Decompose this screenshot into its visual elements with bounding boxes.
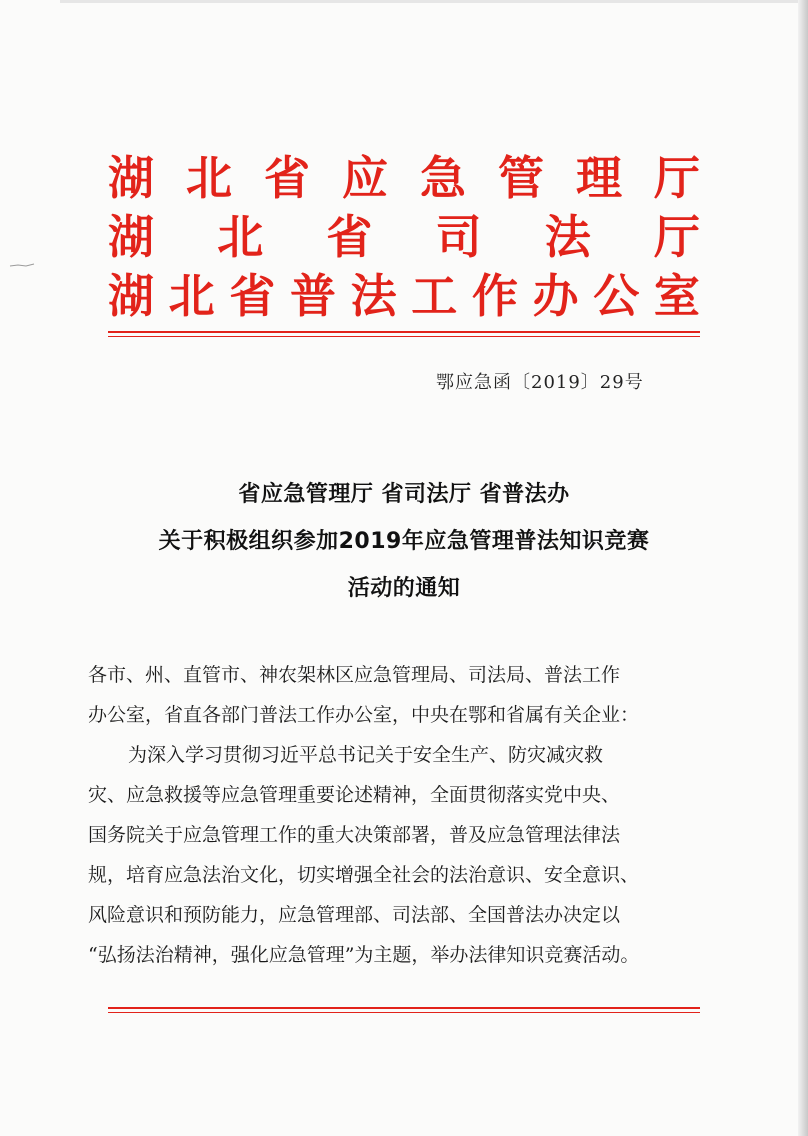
body-paragraph-line: “弘扬法治精神，强化应急管理”为主题，举办法律知识竞赛活动。: [88, 944, 640, 966]
body-paragraph-line: 灾、应急救援等应急管理重要论述精神，全面贯彻落实党中央、: [88, 784, 621, 806]
header-char: 作: [471, 269, 518, 323]
header-char: 省: [326, 210, 373, 264]
header-red-rule-thin: [108, 336, 700, 337]
header-char: 普: [289, 269, 336, 323]
body-paragraph-line: 风险意识和预防能力，应急管理部、司法部、全国普法办决定以: [88, 904, 621, 926]
header-char: 北: [186, 151, 232, 205]
header-char: 湖: [108, 151, 154, 205]
addressee-line: 各市、州、直管市、神农架林区应急管理局、司法局、普法工作: [88, 664, 621, 686]
header-char: 司: [435, 210, 482, 264]
header-red-rule: [108, 331, 700, 333]
addressee-line: 办公室，省直各部门普法工作办公室，中央在鄂和省属有关企业：: [88, 704, 640, 726]
body-paragraph-line: 为深入学习贯彻习近平总书记关于安全生产、防灾减灾救: [128, 744, 604, 766]
header-char: 省: [229, 269, 276, 323]
header-char: 理: [576, 151, 622, 205]
header-char: 办: [532, 269, 579, 323]
body-paragraph-line: 规，培育应急法治文化，切实增强全社会的法治意识、安全意识、: [88, 864, 640, 886]
header-char: 湖: [108, 269, 154, 323]
issuing-org-emergency-management: [108, 150, 700, 206]
scan-top-edge: [60, 0, 800, 3]
title-line: 关于积极组织参加2019年应急管理普法知识竞赛: [158, 529, 650, 554]
header-char: 厅: [653, 210, 700, 264]
document-number: 鄂应急函〔2019〕29号: [436, 372, 644, 393]
title-line: 省应急管理厅 省司法厅 省普法办: [238, 482, 570, 507]
header-char: 室: [653, 269, 700, 323]
header-char: 法: [544, 210, 591, 264]
header-char: 公: [593, 269, 640, 323]
header-char: 北: [168, 269, 215, 323]
issuing-org-justice: [108, 209, 700, 265]
body-paragraph-line: 国务院关于应急管理工作的重大决策部署，普及应急管理法律法: [88, 824, 621, 846]
scan-right-edge: [798, 0, 808, 1136]
header-char: 急: [420, 151, 466, 205]
header-char: 应: [342, 151, 388, 205]
header-char: 法: [350, 269, 397, 323]
footer-red-rule: [108, 1007, 700, 1009]
issuing-org-law-popularization-office: [108, 268, 700, 324]
title-line: 活动的通知: [347, 576, 461, 601]
header-char: 省: [264, 151, 310, 205]
header-char: 厅: [654, 151, 700, 205]
header-char: 北: [217, 210, 264, 264]
header-char: 管: [498, 151, 544, 205]
footer-red-rule-thin: [108, 1012, 700, 1013]
header-char: 工: [411, 269, 458, 323]
header-char: 湖: [108, 210, 154, 264]
scan-speck-mark: [8, 262, 36, 268]
